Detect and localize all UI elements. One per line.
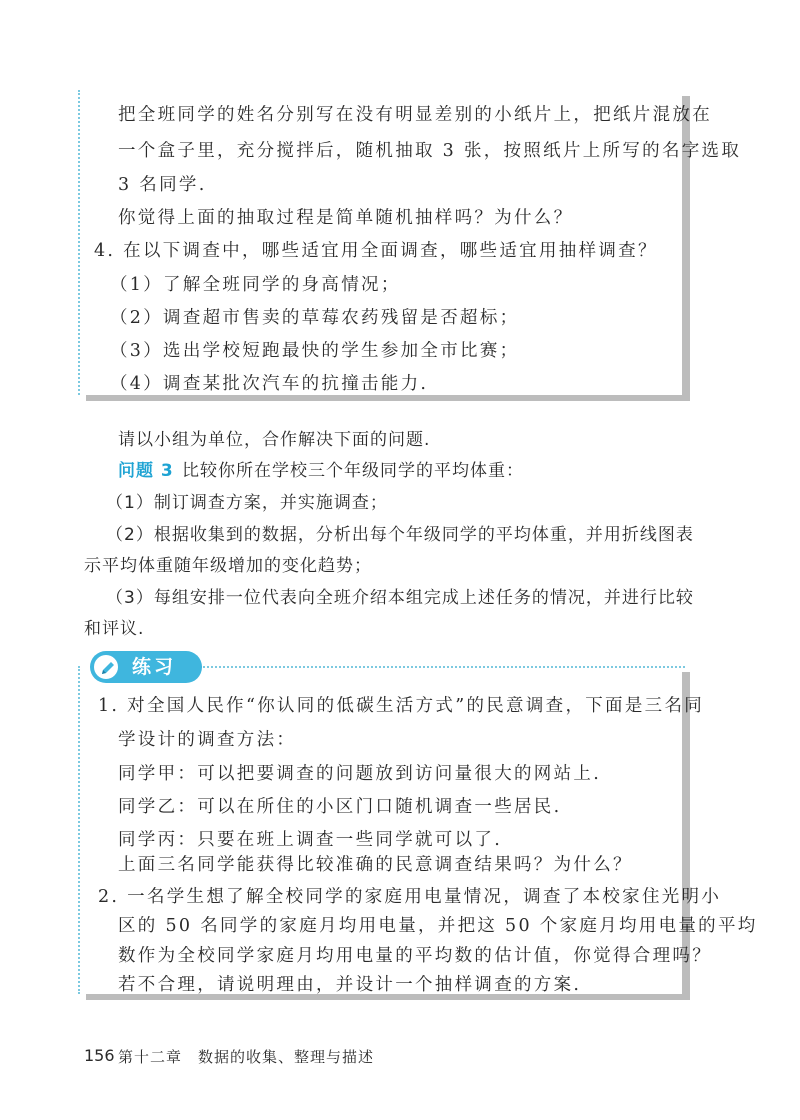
exercise-header-divider xyxy=(200,666,685,668)
exercise-line-2: 学设计的调查方法： xyxy=(118,730,297,750)
chapter-title: 第十二章 数据的收集、整理与描述 xyxy=(118,1048,375,1066)
question-4-title: 4. 在以下调查中，哪些适宜用全面调查，哪些适宜用抽样调查？ xyxy=(94,241,658,261)
problem-3-item-2-cont: 示平均体重随年级增加的变化趋势； xyxy=(84,556,372,576)
exercise-line-5: 同学丙：只要在班上调查一些同学就可以了. xyxy=(118,830,503,850)
exercise-badge-label: 练习 xyxy=(132,656,177,678)
problem-3-item-1: （1）制订调查方案，并实施调查； xyxy=(106,493,388,513)
question-4-item-3: （3）选出学校短跑最快的学生参加全市比赛； xyxy=(110,341,520,361)
problem-3-item-2: （2）根据收集到的数据，分析出每个年级同学的平均体重，并用折线图表 xyxy=(106,525,694,545)
problem-3-item-3-cont: 和评议. xyxy=(84,619,145,639)
top-text-line-4: 你觉得上面的抽取过程是简单随机抽样吗？为什么？ xyxy=(118,208,574,228)
problem-3-text: 比较你所在学校三个年级同学的平均体重： xyxy=(182,461,524,481)
question-4-item-1: （1）了解全班同学的身高情况； xyxy=(110,275,401,295)
pencil-icon xyxy=(92,653,120,681)
problem-3-label: 问题 3 xyxy=(118,461,174,481)
question-4-item-2: （2）调查超市售卖的草莓农药残留是否超标； xyxy=(110,308,520,328)
problem-3-item-3: （3）每组安排一位代表向全班介绍本组完成上述任务的情况，并进行比较 xyxy=(106,588,694,608)
exercise-line-10: 若不合理，请说明理由，并设计一个抽样调查的方案. xyxy=(118,975,582,995)
top-text-line-3: 3 名同学. xyxy=(118,175,207,195)
group-work-intro: 请以小组为单位，合作解决下面的问题. xyxy=(118,430,431,450)
question-4-item-4: （4）调查某批次汽车的抗撞击能力. xyxy=(110,374,429,394)
exercise-line-4: 同学乙：可以在所住的小区门口随机调查一些居民. xyxy=(118,797,562,817)
exercise-line-9: 数作为全校同学家庭月均用电量的平均数的估计值，你觉得合理吗？ xyxy=(118,946,712,966)
exercise-line-3: 同学甲：可以把要调查的问题放到访问量很大的网站上. xyxy=(118,764,602,784)
top-text-line-2: 一个盒子里，充分搅拌后，随机抽取 3 张，按照纸片上所写的名字选取 xyxy=(118,141,742,161)
exercise-line-8: 区的 50 名同学的家庭月均用电量，并把这 50 个家庭月均用电量的平均 xyxy=(118,916,758,936)
exercise-line-6: 上面三名同学能获得比较准确的民意调查结果吗？为什么？ xyxy=(118,855,633,875)
page-number: 156 xyxy=(84,1046,115,1065)
exercise-line-1: 1. 对全国人民作“你认同的低碳生活方式”的民意调查，下面是三名同 xyxy=(98,696,705,716)
exercise-line-7: 2. 一名学生想了解全校同学的家庭用电量情况，调查了本校家住光明小 xyxy=(98,887,722,907)
top-text-line-1: 把全班同学的姓名分别写在没有明显差别的小纸片上，把纸片混放在 xyxy=(118,105,712,125)
